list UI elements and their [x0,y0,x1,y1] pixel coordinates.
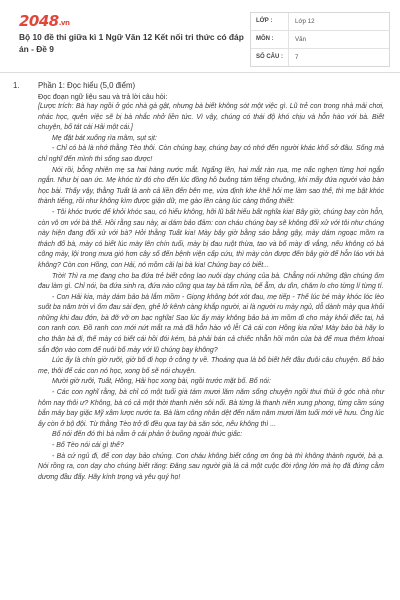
passage-paragraph: - Các con nghĩ rằng, bà chỉ có một tuổi già tám mươi lăm năm sống chuyện ngồi thui thủi ở góc nhà như hôm nay thôi ư? Không, bà có cả một thời thanh niên sôi nổi. Bà từng là thanh niên xung phong, từng cầm súng bắn máy bay giặc Mỹ xâm lược nước ta. Bà làm công nhân dệt đến năm năm mươi lăm tuổi mới về hưu. Ông lúc ấy còn ở bộ đội. Từ thằng Tèo trở đi đều qua tay bà săn sóc, nếu không thì ... [38,389,384,428]
document-header [0,0,400,73]
meta-row-question-count [251,49,389,66]
meta-row-subject [251,31,389,49]
meta-value: Lớp 12 [295,18,315,25]
passage-paragraph: Nói rồi, bỗng nhiên mẹ sa hai hàng nước mắt. Ngẩng lên, hai mắt ràn rụa, mẹ nấc nghẹn từng hơi ngắn ngắn. Như bị oan ức. Mẹ khóc từ đó cho đến lúc đồng hồ buông tám tiếng chuông, khi mấy đứa người vào bàn học bài. Thấy vậy, thằng Tuất là anh cả liền đến bên mẹ, vừa định khe khẽ hỏi mẹ làm sao thế, thì mẹ bật khóc thành tiếng, rồi như không kìm được giận dữ, mẹ gào lên càng lúc càng thống thiết: [38,166,384,206]
passage-paragraph: Mẹ đặt bát xuống rìa mâm, sụt sịt: [52,134,157,142]
meta-value: Văn [295,36,307,43]
passage-paragraph: Mười giờ rưỡi, Tuất, Hồng, Hải học xong bài, ngồi trước mặt bố. Bố nói: [52,378,271,386]
logo-text: 2048 [19,12,59,30]
passage-paragraph: - Chỉ có bà là nhớ thằng Tèo thôi. Còn chúng bay, chúng bay có nhớ đến người khác khổ sở đâu. Sống mà chỉ nghĩ đến mình thì sống sao được! [38,145,384,163]
passage-paragraph: Trời! Thì ra mẹ đang cho ba đứa trẻ biết công lao nuôi dạy chúng của bà. Chẳng nói những đận chúng ốm đau làm gì. Chỉ nói, ba đứa sinh ra, đứa nào cũng qua tay bà tắm rửa, bế ẵm, du dìn, chăm lo cho từng lí từng tí. [38,272,384,291]
passage-paragraph: Lúc ấy là chín giờ rưỡi, giờ bố đi họp ở công ty về. Thoáng qua là bố biết hết đầu đuôi câu chuyện. Bố bảo mẹ, thôi để các con nó học, xong bố sẽ nói chuyện. [38,357,384,375]
passage-paragraph: - Bà cứ ngủ đi, để con dạy bảo chúng. Con cháu không biết công ơn ông bà thì không thành người, bà ạ. Nói rồng ra, con dạy cho chúng biết răng: Đăng sau người già là cả một cuộc đời rộng lớn mà họ đã đứng cằm dương đầu đấy. Hãy kính trọng và yêu quý họ! [38,452,384,481]
meta-table [250,12,390,67]
meta-key: SỐ CÂU : [251,49,289,66]
part-title: Phần 1: Đọc hiểu (5,0 điểm) [38,81,136,90]
question-intro: Đọc đoạn ngữ liệu sau và trả lời câu hỏi: [38,92,168,101]
passage-paragraph: - Bố Tèo nói cái gì thế? [52,442,124,449]
question-number: 1. [13,81,20,90]
meta-key: LỚP : [251,13,289,30]
meta-row-class [251,13,389,31]
question-body [38,80,384,483]
passage-paragraph: - Con Hải kia, mày dám bảo bà lắm mồm - Giọng không bớt xót đau, mẹ tiếp - Thế lúc bé mày khóc lóc lèo suốt ba năm trời vì ốm đau sài đẹn, ghẻ lở kênh càng khắp người, ai là người ru mày ngủ, dỗ dành mày qua khỏi những khi đau đớn, bà đỡ vỡ ơn bạc nghĩa! Sao lúc ấy mày không bảo bà im mồm đi cho mày khỏi điếc tai, hả con ranh con. Đồ ranh con mới nứt mắt ra mà đã hỗn hào vô lễ! Cả cái con Hồng kia nữa! Mày bảo bà hãy lo cho thân bà đi, thế mày có biết cái hồi đói kém, bà phải bán cả chiếc nhẫn hồi môn của bà để mua thêm khoai sắn độn vào cơm để nuôi bố mày với lũ chúng bay không? [38,293,384,354]
document-title: Bộ 10 đề thi giữa kì 1 Ngữ Văn 12 Kết nối tri thức có đáp án - Đề 9 [19,32,244,54]
document-body [0,73,400,600]
logo-domain: .vn [58,19,70,27]
meta-key: MÔN : [251,31,289,48]
site-logo[interactable] [19,14,69,31]
passage-paragraph: - Tôi khóc trước để khỏi khóc sau, có hiểu không, hỡi lũ bất hiếu bất nghĩa kia! Bây giờ, chúng bay còn hỗn, còn vô ơn với bà thế. Hồi rằng sau này, ai dám bảo đảm: con cháu chúng bay sẽ không đối xử với tôi như chúng này hiện đang đối xử với bà? Hởi thằng Tuất kia! Mày bây giờ bằng sáo bằng gậy, mày dám ngoạc mồm ra thách đố bà, mày có biết lúc mày lên chín tuổi, mày bị đau ruột thừa, tao và bố mày đi vắng, nếu không có bà cõng mày, lội trong mưa gió hơn cây số đến bệnh viện cấp cứu, thì mày còn được đến bây giờ để hỗn láo với bà không? Còn con Hồng, con Hải, nó mồm cãi lại bà kia! Chúng bay có biết... [38,208,384,269]
passage-paragraph: Bố nói đến đó thì bà nằm ở cái phản ở buồng ngoài thức giấc: [52,431,243,439]
passage-paragraph: [Lược trích: Bà hay ngồi ở góc nhà gà gật, nhưng bà biết không sót một việc gì. Lũ trẻ con trong nhà mải chơi, nhác học, quên việc sẽ bị bà nhắc nhở liền tức. Vì vậy, chúng có thái độ khó chịu và hỗn hào với bà. Biết chuyện, bố tát cái Hải một cái.] [38,103,384,132]
reading-passage [38,102,384,483]
meta-value: 7 [295,54,299,61]
